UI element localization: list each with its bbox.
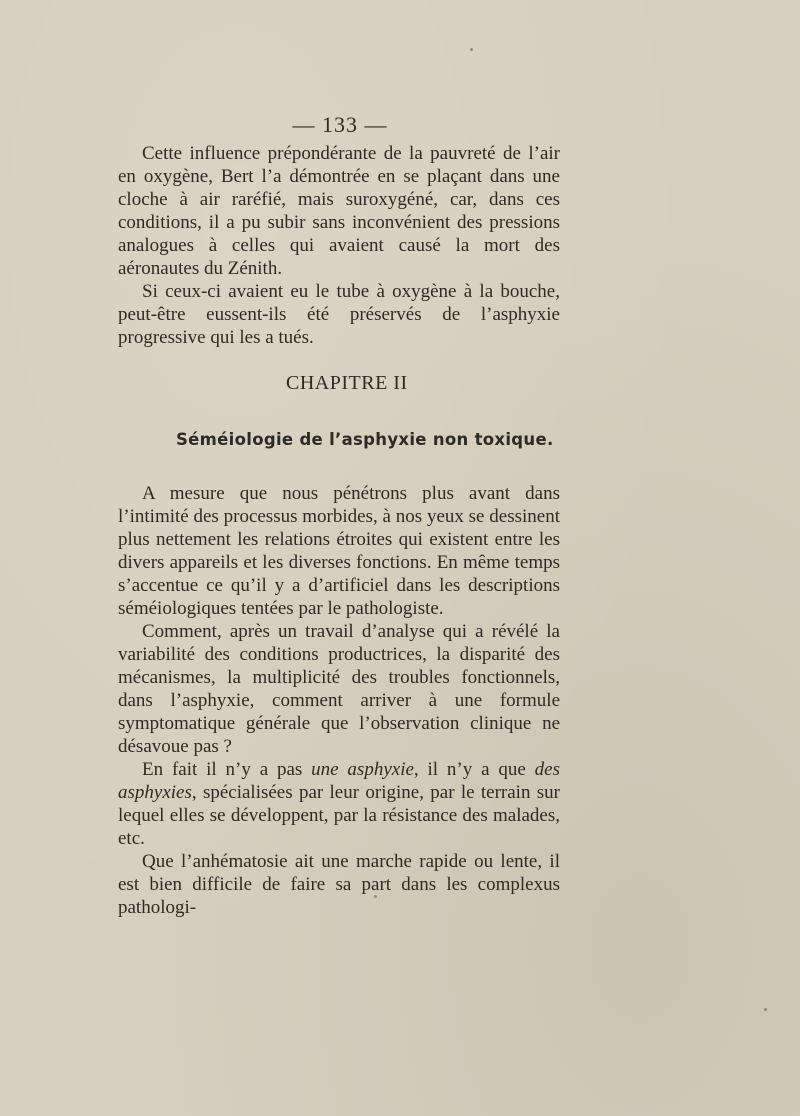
- p3-italic-une-asphyxie: une asphyxie: [311, 759, 414, 780]
- body-paragraph-3: [118, 758, 560, 850]
- p3-text-a: En fait il n’y a pas: [142, 759, 312, 780]
- body-paragraph-4: Que l’anhématosie ait une marche rapide ou lente, il est bien difficile de faire sa part dans les complexus pathologi-: [118, 851, 560, 918]
- chapter-title: CHAPITRE II: [286, 372, 408, 394]
- body-block: [118, 482, 560, 919]
- body-paragraph-2: Comment, après un travail d’analyse qui a révélé la variabilité des conditions productrices, la disparité des mécanismes, la multiplicité des troubles fonctionnels, dans l’asphyxie, comment arriver à une formule symptomatique générale que l’observation clinique ne désavoue pas ?: [118, 621, 560, 757]
- intro-paragraph-1: Cette influence prépondérante de la pauvreté de l’air en oxygène, Bert l’a démontrée en se plaçant dans une cloche à air raréfié, mais suroxygéné, car, dans ces conditions, il a pu subir sans inconvénient des pressions analogues à celles qui avaient causé la mort des aéronautes du Zénith.: [118, 143, 560, 279]
- p3-italic-des-asphyxies: des asphyxies: [118, 759, 560, 803]
- p3-text-c: , il n’y a que: [413, 759, 535, 780]
- paper-speck: [470, 48, 473, 51]
- section-title: Séméiologie de l’asphyxie non toxique.: [176, 430, 554, 449]
- body-paragraph-1: A mesure que nous pénétrons plus avant dans l’intimité des processus morbides, à nos yeux se dessinent plus nettement les relations étroites qui existent entre les divers appareils et les diverses fonctions. En même temps s’accentue ce qu’il y a d’artificiel dans les descriptions séméiologiques tentées par le pathologiste.: [118, 483, 560, 619]
- paper-speck: [374, 895, 377, 898]
- intro-block: [118, 142, 560, 349]
- page-number: — 133 —: [292, 112, 388, 137]
- p3-text-e: , spécialisées par leur origine, par le terrain sur lequel elles se développent, par la résistance des malades, etc.: [118, 782, 560, 849]
- paper-speck: [764, 1008, 767, 1011]
- intro-paragraph-2: Si ceux-ci avaient eu le tube à oxygène à la bouche, peut-être eussent-ils été préservés de l’asphyxie progressive qui les a tués.: [118, 281, 560, 348]
